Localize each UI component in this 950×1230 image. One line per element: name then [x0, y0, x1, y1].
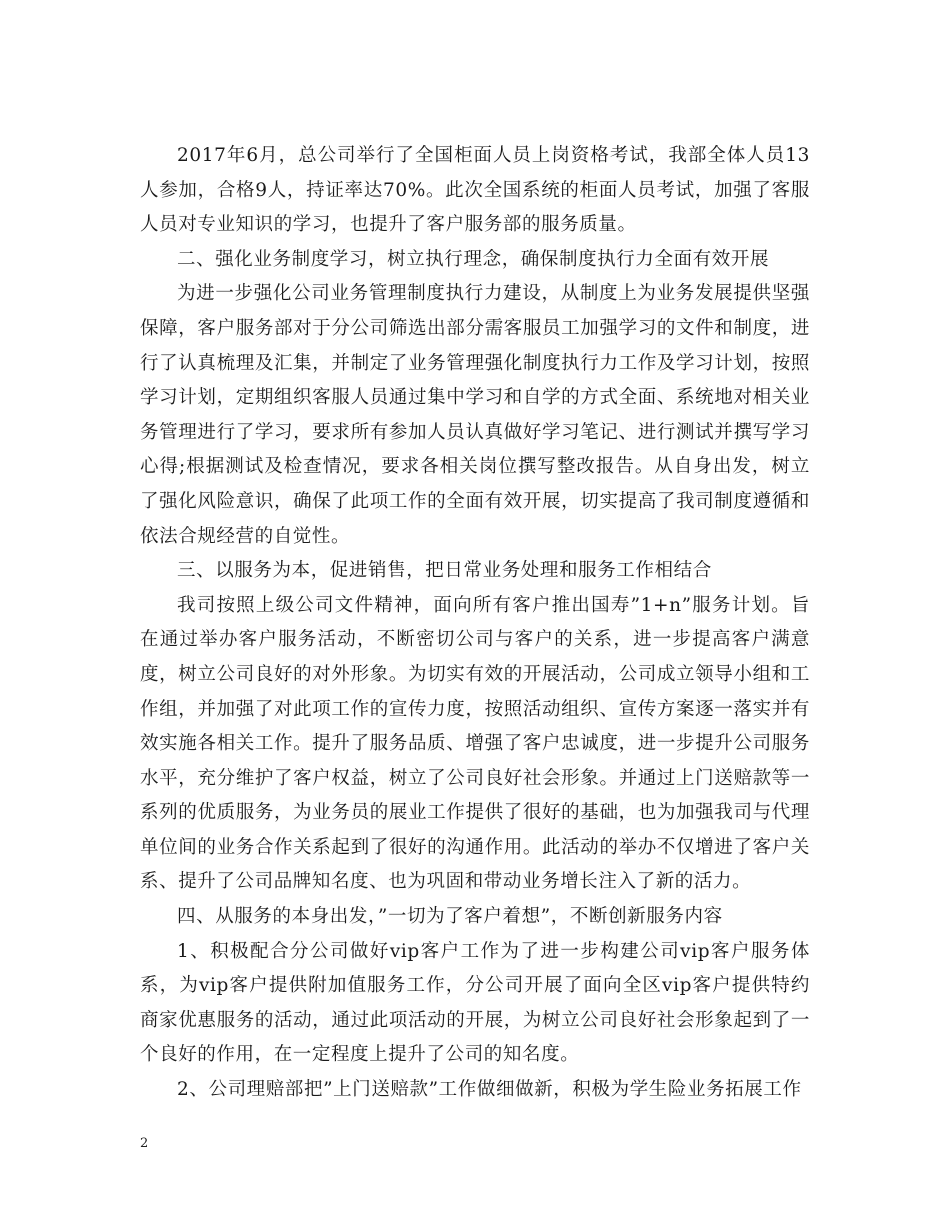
page-number: 2 [140, 1136, 149, 1151]
heading-section-three: 三、以服务为本，促进销售，把日常业务处理和服务工作相结合 [177, 560, 712, 582]
paragraph-exam-results: 2017年6月，总公司举行了全国柜面人员上岗资格考试，我部全体人员13人参加，合格9人，持证率达70%。此次全国系统的柜面人员考试，加强了客服人员对专业知识的学习，也提升了客户服务部的服务质量。 [140, 145, 810, 236]
heading-section-two: 二、强化业务制度学习，树立执行理念，确保制度执行力全面有效开展 [177, 248, 770, 270]
paragraph-vip-service: 1、积极配合分公司做好vip客户工作为了进一步构建公司vip客户服务体系，为vip客户提供附加值服务工作，分公司开展了面向全区vip客户提供特约商家优惠服务的活动，通过此项活动的开展，为树立公司良好社会形象起到了一个良好的作用，在一定程度上提升了公司的知名度。 [140, 940, 810, 1066]
paragraph-system-study: 为进一步强化公司业务管理制度执行力建设，从制度上为业务发展提供坚强保障，客户服务部对于分公司筛选出部分需客服员工加强学习的文件和制度，进行了认真梳理及汇集，并制定了业务管理强化制度执行力工作及学习计划，按照学习计划，定期组织客服人员通过集中学习和自学的方式全面、系统地对相关业务管理进行了学习，要求所有参加人员认真做好学习笔记、进行测试并撰写学习心得;根据测试及检查情况，要求各相关岗位撰写整改报告。从自身出发，树立了强化风险意识，确保了此项工作的全面有效开展，切实提高了我司制度遵循和依法合规经营的自觉性。 [140, 283, 810, 547]
paragraph-claims-delivery: 2、公司理赔部把”上门送赔款”工作做细做新，积极为学生险业务拓展工作 [177, 1079, 802, 1101]
heading-section-four: 四、从服务的本身出发，”一切为了客户着想”，不断创新服务内容 [177, 906, 723, 928]
document-body [140, 139, 810, 1108]
paragraph-service-plan: 我司按照上级公司文件精神，面向所有客户推出国寿”1+n”服务计划。旨在通过举办客户服务活动，不断密切公司与客户的关系，进一步提高客户满意度，树立公司良好的对外形象。为切实有效的开展活动，公司成立领导小组和工作组，并加强了对此项工作的宣传力度，按照活动组织、宣传方案逐一落实并有效实施各相关工作。提升了服务品质、增强了客户忠诚度，进一步提升公司服务水平，充分维护了客户权益，树立了公司良好社会形象。并通过上门送赔款等一系列的优质服务，为业务员的展业工作提供了很好的基础，也为加强我司与代理单位间的业务合作关系起到了很好的沟通作用。此活动的举办不仅增进了客户关系、提升了公司品牌知名度、也为巩固和带动业务增长注入了新的活力。 [140, 594, 810, 893]
